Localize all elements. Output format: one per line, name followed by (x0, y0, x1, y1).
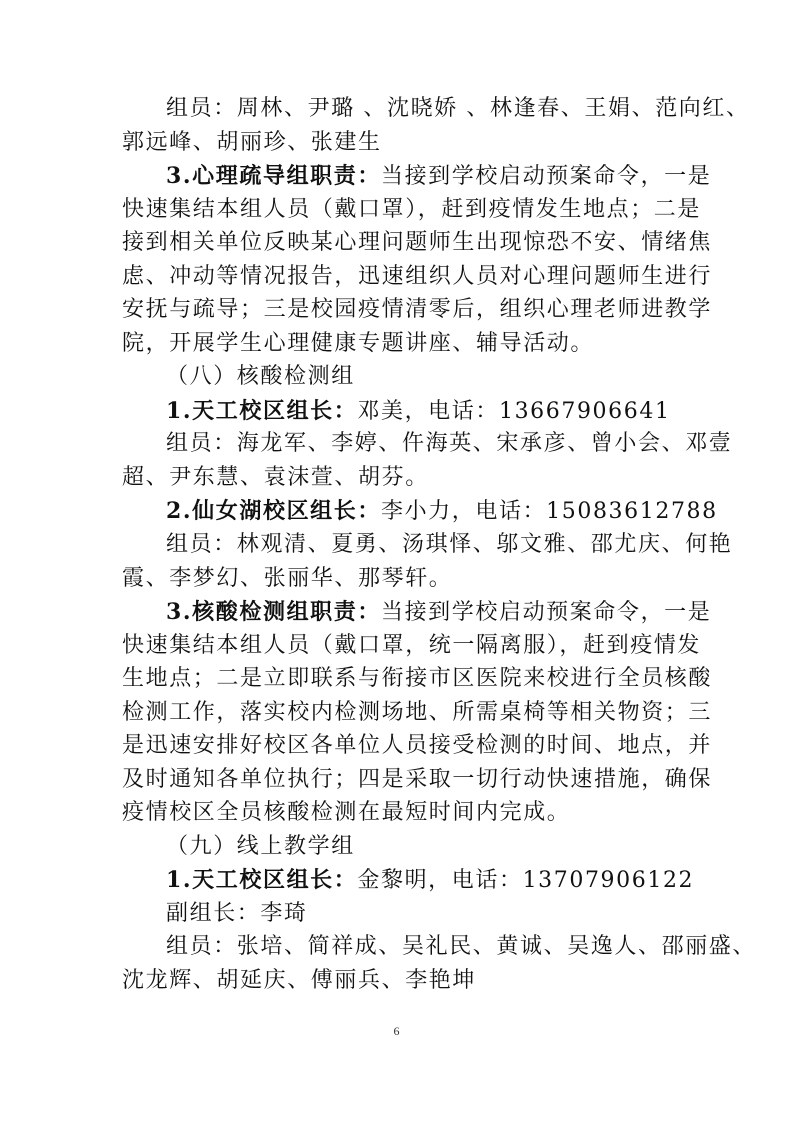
text-line (122, 966, 682, 996)
line-text: 沈龙辉、胡延庆、傅丽兵、李艳坤 (122, 968, 477, 993)
line-text: 组员：林观清、夏勇、汤琪怿、邬文雅、邵尤庆、何艳 (166, 532, 733, 557)
line-text: 金黎明，电话：13707906122 (357, 868, 695, 894)
line-text: 是迅速安排好校区各单位人员接受检测的时间、地点，并 (122, 733, 713, 759)
page-number: 6 (393, 1024, 400, 1038)
section-heading-line (166, 865, 695, 895)
bold-heading: 1.天工校区组长： (166, 397, 358, 424)
text-line (166, 932, 757, 962)
text-line (122, 262, 713, 292)
line-text: 检测工作，落实校内检测场地、所需桌椅等相关物资；三 (122, 699, 713, 725)
line-text: 郭远峰、胡丽珍、张建生 (122, 129, 382, 155)
section-heading-line (166, 597, 712, 627)
line-text: 霞、李梦幻、张丽华、那琴轩。 (122, 565, 453, 591)
line-text: 安抚与疏导；三是校园疫情清零后，组织心理老师进教学 (122, 297, 713, 323)
bold-heading: 2.仙女湖校区组长： (166, 498, 381, 525)
line-text: 当接到学校启动预案命令，一是 (380, 164, 712, 190)
text-line (122, 195, 702, 225)
line-text: 超、尹东慧、袁沫萱、胡芬。 (122, 464, 429, 490)
line-text: 快速集结本组人员（戴口罩，统一隔离服），赶到疫情发 (122, 632, 702, 658)
text-line (166, 530, 733, 560)
text-line (122, 664, 713, 694)
line-text: 副组长：李琦 (166, 900, 308, 926)
line-text: 虑、冲动等情况报告，迅速组织人员对心理问题师生进行 (122, 263, 713, 289)
bold-heading: 3.心理疏导组职责： (166, 163, 381, 190)
text-line (122, 631, 702, 661)
line-text: 生地点；二是立即联系与衔接市区医院来校进行全员核酸 (122, 666, 713, 692)
line-text: 接到相关单位反映某心理问题师生出现惊恐不安、情绪焦 (122, 230, 713, 256)
line-text: （九）线上教学组 (166, 833, 355, 859)
text-line (122, 128, 682, 158)
subsection-title (166, 362, 686, 392)
text-line (122, 295, 713, 325)
line-text: 院，开展学生心理健康专题讲座、辅导活动。 (122, 330, 595, 356)
line-text: 组员：周林、尹璐 、沈晓娇 、林逢春、王娟、范向红、 (166, 96, 750, 121)
text-line (122, 564, 682, 594)
subsection-title (166, 832, 686, 862)
line-text: 疫情校区全员核酸检测在最短时间内完成。 (122, 800, 571, 826)
line-text: 及时通知各单位执行；四是采取一切行动快速措施，确保 (122, 766, 713, 792)
text-line (166, 899, 686, 929)
line-text: 快速集结本组人员（戴口罩），赶到疫情发生地点；二是 (122, 196, 702, 222)
text-line (166, 429, 733, 459)
line-text: （八）核酸检测组 (166, 364, 355, 390)
text-line (122, 463, 682, 493)
bold-heading: 1.天工校区组长： (166, 867, 358, 894)
text-line (122, 228, 713, 258)
section-heading-line (166, 161, 712, 191)
line-text: 组员：张培、简祥成、吴礼民、黄诚、吴逸人、邵丽盛、 (166, 934, 757, 960)
bold-heading: 3.核酸检测组职责： (166, 599, 381, 626)
section-heading-line (166, 396, 686, 426)
line-text: 李小力，电话：15083612788 (380, 499, 718, 525)
text-line (122, 329, 682, 359)
text-line (122, 698, 713, 728)
text-line (122, 731, 713, 761)
line-text: 组员：海龙军、李婷、仵海英、宋承彦、曾小会、邓壹 (166, 431, 733, 457)
text-line (166, 94, 750, 124)
text-line (122, 765, 713, 795)
line-text: 邓美，电话：13667906641 (357, 398, 671, 424)
section-heading-line (166, 496, 718, 526)
text-line (122, 798, 682, 828)
line-text: 当接到学校启动预案命令，一是 (380, 600, 712, 626)
